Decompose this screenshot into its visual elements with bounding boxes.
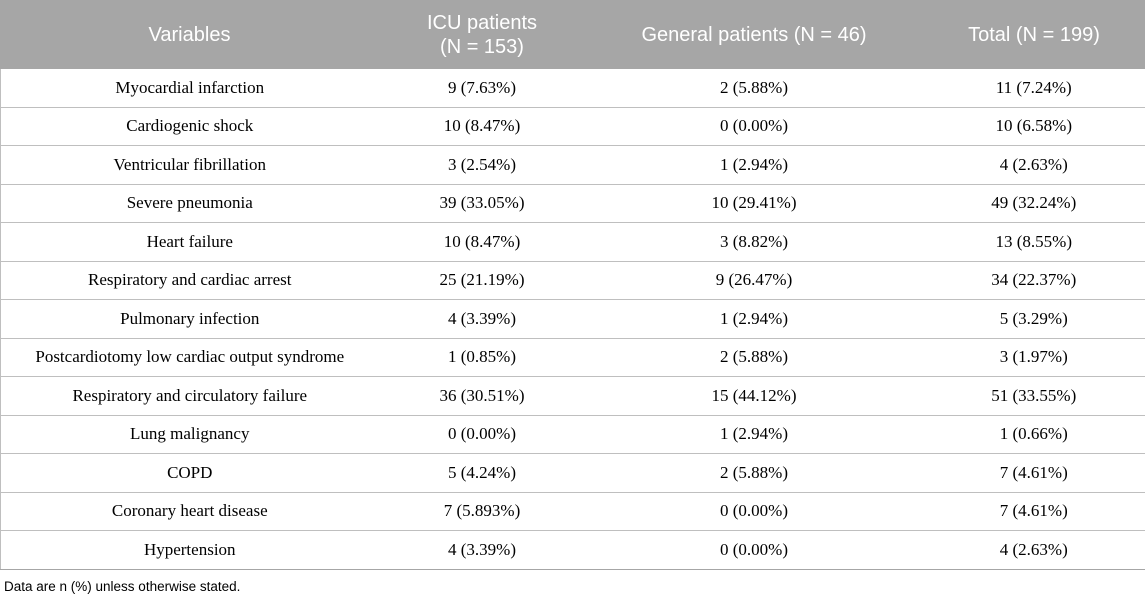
cell-general: 10 (29.41%) bbox=[586, 184, 923, 223]
cell-variable: Respiratory and cardiac arrest bbox=[1, 261, 379, 300]
cell-general: 2 (5.88%) bbox=[586, 69, 923, 108]
cell-general: 9 (26.47%) bbox=[586, 261, 923, 300]
cell-icu: 5 (4.24%) bbox=[379, 454, 586, 493]
column-header-general-patients-line1: General patients (N = 46) bbox=[641, 24, 866, 46]
cell-icu: 10 (8.47%) bbox=[379, 107, 586, 146]
cell-general: 2 (5.88%) bbox=[586, 338, 923, 377]
table-header bbox=[1, 1, 1145, 69]
cell-general: 2 (5.88%) bbox=[586, 454, 923, 493]
column-header-general-patients bbox=[586, 1, 923, 69]
cell-total: 34 (22.37%) bbox=[923, 261, 1145, 300]
cell-variable: Severe pneumonia bbox=[1, 184, 379, 223]
cell-icu: 3 (2.54%) bbox=[379, 146, 586, 185]
table-row bbox=[1, 69, 1145, 108]
table-footnote: Data are n (%) unless otherwise stated. bbox=[0, 570, 1145, 596]
column-header-variables bbox=[1, 1, 379, 69]
column-header-icu-patients bbox=[379, 1, 586, 69]
column-header-icu-patients-line2: (N = 153) bbox=[387, 35, 577, 59]
cell-total: 51 (33.55%) bbox=[923, 377, 1145, 416]
cell-total: 13 (8.55%) bbox=[923, 223, 1145, 262]
cell-variable: Respiratory and circulatory failure bbox=[1, 377, 379, 416]
table-row bbox=[1, 531, 1145, 570]
cell-variable: Postcardiotomy low cardiac output syndrome bbox=[1, 338, 379, 377]
table-header-row bbox=[1, 1, 1145, 69]
cell-icu: 4 (3.39%) bbox=[379, 300, 586, 339]
column-header-total-line1: Total (N = 199) bbox=[968, 24, 1100, 46]
cell-general: 1 (2.94%) bbox=[586, 415, 923, 454]
cell-variable: Cardiogenic shock bbox=[1, 107, 379, 146]
cell-variable: Pulmonary infection bbox=[1, 300, 379, 339]
table-row bbox=[1, 261, 1145, 300]
cell-general: 1 (2.94%) bbox=[586, 146, 923, 185]
table-row bbox=[1, 454, 1145, 493]
cell-variable: Myocardial infarction bbox=[1, 69, 379, 108]
table-row bbox=[1, 107, 1145, 146]
cell-total: 49 (32.24%) bbox=[923, 184, 1145, 223]
cell-variable: Ventricular fibrillation bbox=[1, 146, 379, 185]
column-header-icu-patients-line1: ICU patients bbox=[427, 12, 537, 34]
cell-general: 0 (0.00%) bbox=[586, 107, 923, 146]
cell-total: 11 (7.24%) bbox=[923, 69, 1145, 108]
cell-total: 4 (2.63%) bbox=[923, 146, 1145, 185]
cell-variable: Hypertension bbox=[1, 531, 379, 570]
cell-icu: 0 (0.00%) bbox=[379, 415, 586, 454]
table-row bbox=[1, 223, 1145, 262]
cell-total: 4 (2.63%) bbox=[923, 531, 1145, 570]
cell-general: 3 (8.82%) bbox=[586, 223, 923, 262]
table-row bbox=[1, 492, 1145, 531]
cell-icu: 4 (3.39%) bbox=[379, 531, 586, 570]
cell-total: 7 (4.61%) bbox=[923, 454, 1145, 493]
cell-icu: 39 (33.05%) bbox=[379, 184, 586, 223]
table-row bbox=[1, 184, 1145, 223]
cell-general: 0 (0.00%) bbox=[586, 531, 923, 570]
cell-variable: COPD bbox=[1, 454, 379, 493]
cell-icu: 10 (8.47%) bbox=[379, 223, 586, 262]
table-row bbox=[1, 415, 1145, 454]
cell-total: 1 (0.66%) bbox=[923, 415, 1145, 454]
cell-variable: Coronary heart disease bbox=[1, 492, 379, 531]
cell-total: 7 (4.61%) bbox=[923, 492, 1145, 531]
cell-variable: Heart failure bbox=[1, 223, 379, 262]
table-row bbox=[1, 377, 1145, 416]
cell-total: 10 (6.58%) bbox=[923, 107, 1145, 146]
cell-general: 15 (44.12%) bbox=[586, 377, 923, 416]
table-row bbox=[1, 338, 1145, 377]
cell-variable: Lung malignancy bbox=[1, 415, 379, 454]
cell-icu: 1 (0.85%) bbox=[379, 338, 586, 377]
cell-icu: 7 (5.893%) bbox=[379, 492, 586, 531]
table-row bbox=[1, 146, 1145, 185]
cell-icu: 9 (7.63%) bbox=[379, 69, 586, 108]
table-row bbox=[1, 300, 1145, 339]
cell-icu: 25 (21.19%) bbox=[379, 261, 586, 300]
cell-general: 0 (0.00%) bbox=[586, 492, 923, 531]
cell-icu: 36 (30.51%) bbox=[379, 377, 586, 416]
column-header-variables-line1: Variables bbox=[149, 24, 231, 46]
column-header-total bbox=[923, 1, 1145, 69]
cell-general: 1 (2.94%) bbox=[586, 300, 923, 339]
cell-total: 5 (3.29%) bbox=[923, 300, 1145, 339]
table-body bbox=[1, 69, 1145, 570]
cell-total: 3 (1.97%) bbox=[923, 338, 1145, 377]
